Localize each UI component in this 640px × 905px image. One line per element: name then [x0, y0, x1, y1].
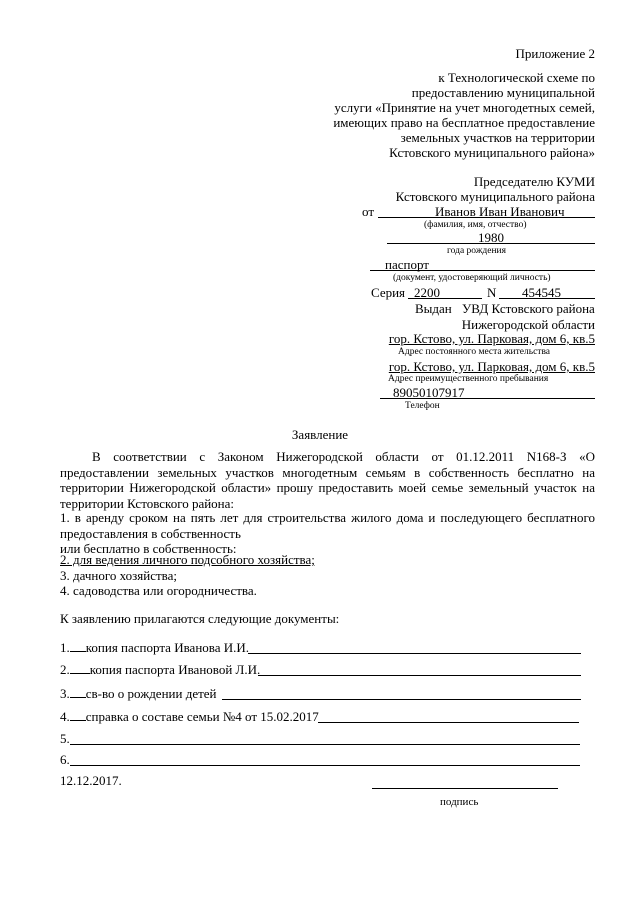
attachment-underline [70, 697, 86, 698]
issued-by-1: УВД Кстовского района [462, 301, 595, 316]
issued-by-2: Нижегородской области [461, 317, 595, 332]
appendix-title: Приложение 2 [515, 46, 595, 61]
attachment-underline [70, 651, 86, 652]
statement-item-2: 2. для ведения личного подсобного хозяйства; [60, 552, 315, 567]
name-caption: (фамилия, имя, отчество) [424, 220, 527, 230]
date: 12.12.2017. [60, 773, 122, 788]
attachment-num: 5. [60, 731, 70, 746]
attachment-num: 3. [60, 686, 70, 701]
birth-caption: года рождения [447, 246, 506, 256]
attachment-text: справка о составе семьи №4 от 15.02.2017 [85, 709, 319, 724]
signature-line [372, 788, 558, 789]
attachment-row [60, 731, 70, 746]
statement-item-4: 4. садоводства или огородничества. [60, 583, 257, 598]
attachment-text: копия паспорта Иванова И.И. [85, 640, 250, 655]
appendix-line: услуги «Принятие на учет многодетных семей, [334, 100, 595, 115]
attachment-num: 6. [60, 752, 70, 767]
attachment-line [248, 653, 581, 654]
doc-type: паспорт [385, 257, 429, 272]
address-preferred-caption: Адрес преимущественного пребывания [388, 374, 549, 384]
attachment-line [258, 675, 581, 676]
recipient-line2: Кстовского муниципального района [395, 189, 595, 204]
from-prefix: от [362, 204, 375, 219]
attachment-row [60, 640, 249, 655]
number-value: 454545 [522, 285, 561, 300]
appendix-line: земельных участков на территории [400, 130, 595, 145]
address-preferred: гор. Кстово, ул. Парковая, дом 6, кв.5 [388, 359, 595, 374]
attachments-heading: К заявлению прилагаются следующие документы: [60, 611, 340, 626]
attachment-text: св-во о рождении детей [85, 686, 217, 701]
statement-item-3: 3. дачного хозяйства; [60, 568, 177, 583]
attachment-underline [70, 720, 86, 721]
recipient-line1: Председателю КУМИ [473, 174, 595, 189]
phone-caption: Телефон [405, 401, 440, 411]
series-value: 2200 [414, 285, 440, 300]
attachment-num: 2. [60, 662, 70, 677]
phone-value: 89050107917 [393, 385, 465, 400]
signature-caption: подпись [440, 796, 479, 808]
issued-label: Выдан [415, 301, 452, 316]
birth-year: 1980 [478, 230, 504, 245]
attachment-row [60, 662, 260, 677]
address-permanent-caption: Адрес постоянного места жительства [398, 347, 551, 357]
attachment-line [70, 744, 580, 745]
statement-paragraph: В соответствии с Законом Нижегородской области от 01.12.2011 N168-З «О предоставлении земельных участков многодетным семьям в собственность бесплатно на территории Нижегородской области» прошу предоставить моей семье земельный участок на территории Кстовского района: [60, 449, 595, 511]
attachment-line [70, 765, 580, 766]
appendix-line: имеющих право на бесплатное предоставление [333, 115, 595, 130]
statement-item-1: 1. в аренду сроком на пять лет для строительства жилого дома и последующего бесплатного предоставления в собственность [60, 510, 595, 541]
appendix-line: к Технологической схеме по [438, 70, 595, 85]
attachment-num: 1. [60, 640, 70, 655]
attachment-text: копия паспорта Ивановой Л.И. [89, 662, 261, 677]
attachment-line [318, 722, 579, 723]
address-permanent: гор. Кстово, ул. Парковая, дом 6, кв.5 [388, 331, 595, 346]
attachment-row [60, 686, 217, 701]
attachment-row [60, 752, 70, 767]
number-label: N [487, 285, 497, 300]
statement-title: Заявление [291, 427, 349, 442]
series-label: Серия [371, 285, 406, 300]
appendix-line: предоставлению муниципальной [411, 85, 595, 100]
doc-caption: (документ, удостоверяющий личность) [393, 273, 551, 283]
attachment-row [60, 709, 319, 724]
applicant-name: Иванов Иван Иванович [435, 204, 565, 219]
attachment-line [222, 699, 581, 700]
attachment-underline [70, 673, 90, 674]
statement-item-1-or: или бесплатно в собственность: [60, 541, 237, 556]
attachment-num: 4. [60, 709, 70, 724]
appendix-line: Кстовского муниципального района» [389, 145, 595, 160]
